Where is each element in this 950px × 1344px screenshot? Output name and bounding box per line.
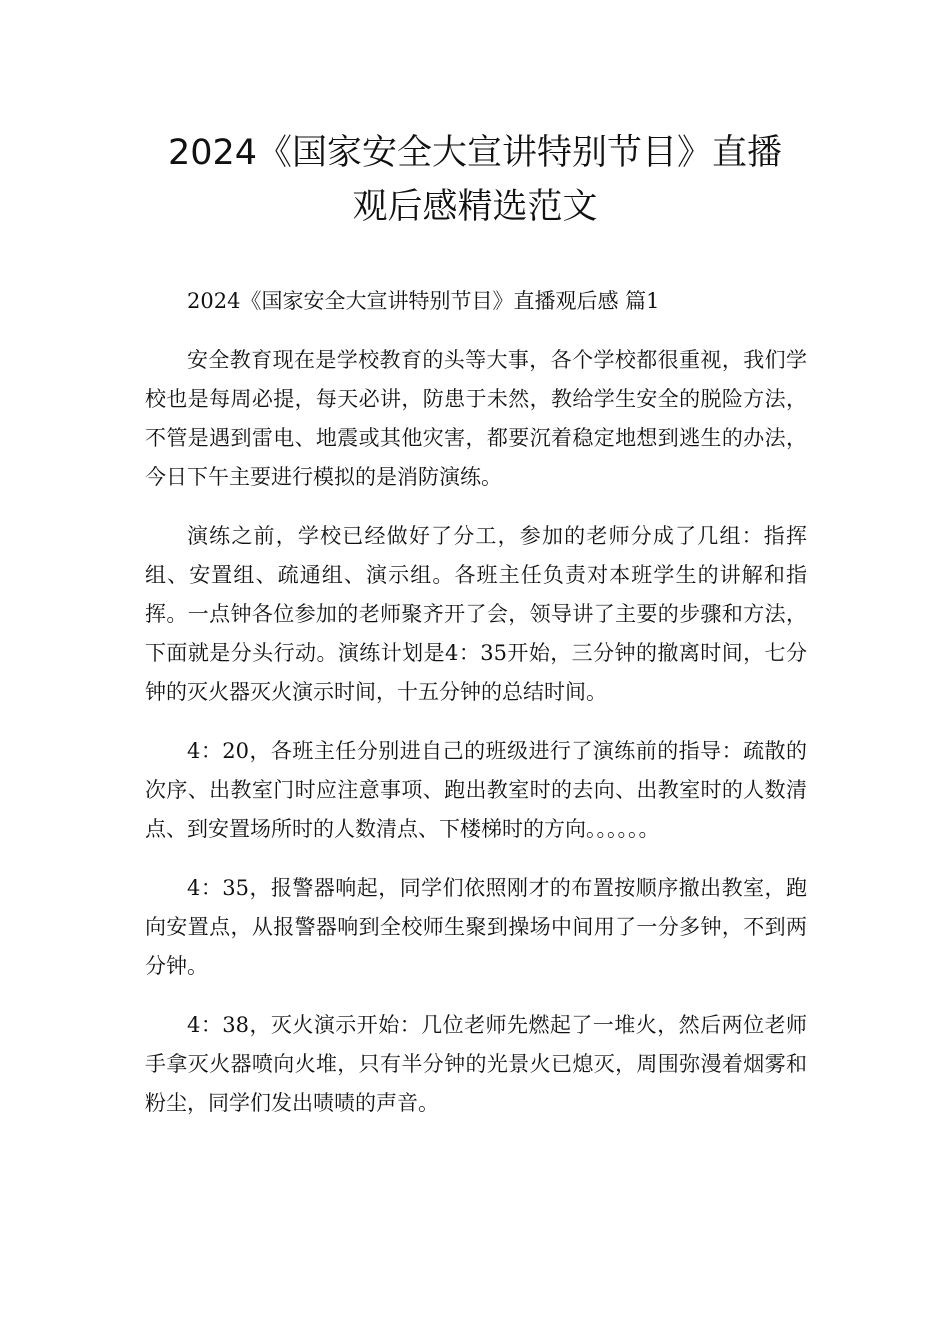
title-line-2: 观后感精选范文 bbox=[352, 187, 598, 227]
paragraph-3: 4：20，各班主任分别进自己的班级进行了演练前的指导：疏散的次序、出教室门时应注意事项、跑出教室时的去向、出教室时的人数清点、到安置场所时的人数清点、下楼梯时的方向。。。。。。 bbox=[145, 739, 807, 841]
section-heading: 2024《国家安全大宣讲特别节目》直播观后感 篇1 bbox=[187, 289, 660, 313]
title-line-1: 2024《国家安全大宣讲特别节目》直播 bbox=[167, 133, 783, 173]
document-body bbox=[145, 282, 807, 1143]
paragraph-2: 演练之前，学校已经做好了分工，参加的老师分成了几组：指挥组、安置组、疏通组、演示组。各班主任负责对本班学生的讲解和指挥。一点钟各位参加的老师聚齐开了会，领导讲了主要的步骤和方法，下面就是分头行动。演练计划是4：35开始，三分钟的撤离时间，七分钟的灭火器灭火演示时间，十五分钟的总结时间。 bbox=[145, 524, 807, 704]
document-title bbox=[100, 126, 850, 234]
paragraph-5: 4：38，灭火演示开始：几位老师先燃起了一堆火，然后两位老师手拿灭火器喷向火堆，只有半分钟的光景火已熄灭，周围弥漫着烟雾和粉尘，同学们发出啧啧的声音。 bbox=[145, 1013, 807, 1115]
paragraph-4: 4：35，报警器响起，同学们依照刚才的布置按顺序撤出教室，跑向安置点，从报警器响到全校师生聚到操场中间用了一分多钟，不到两分钟。 bbox=[145, 876, 807, 978]
paragraph-1: 安全教育现在是学校教育的头等大事，各个学校都很重视，我们学校也是每周必提，每天必讲，防患于未然，教给学生安全的脱险方法，不管是遇到雷电、地震或其他灾害，都要沉着稳定地想到逃生的办法，今日下午主要进行模拟的是消防演练。 bbox=[145, 348, 807, 489]
